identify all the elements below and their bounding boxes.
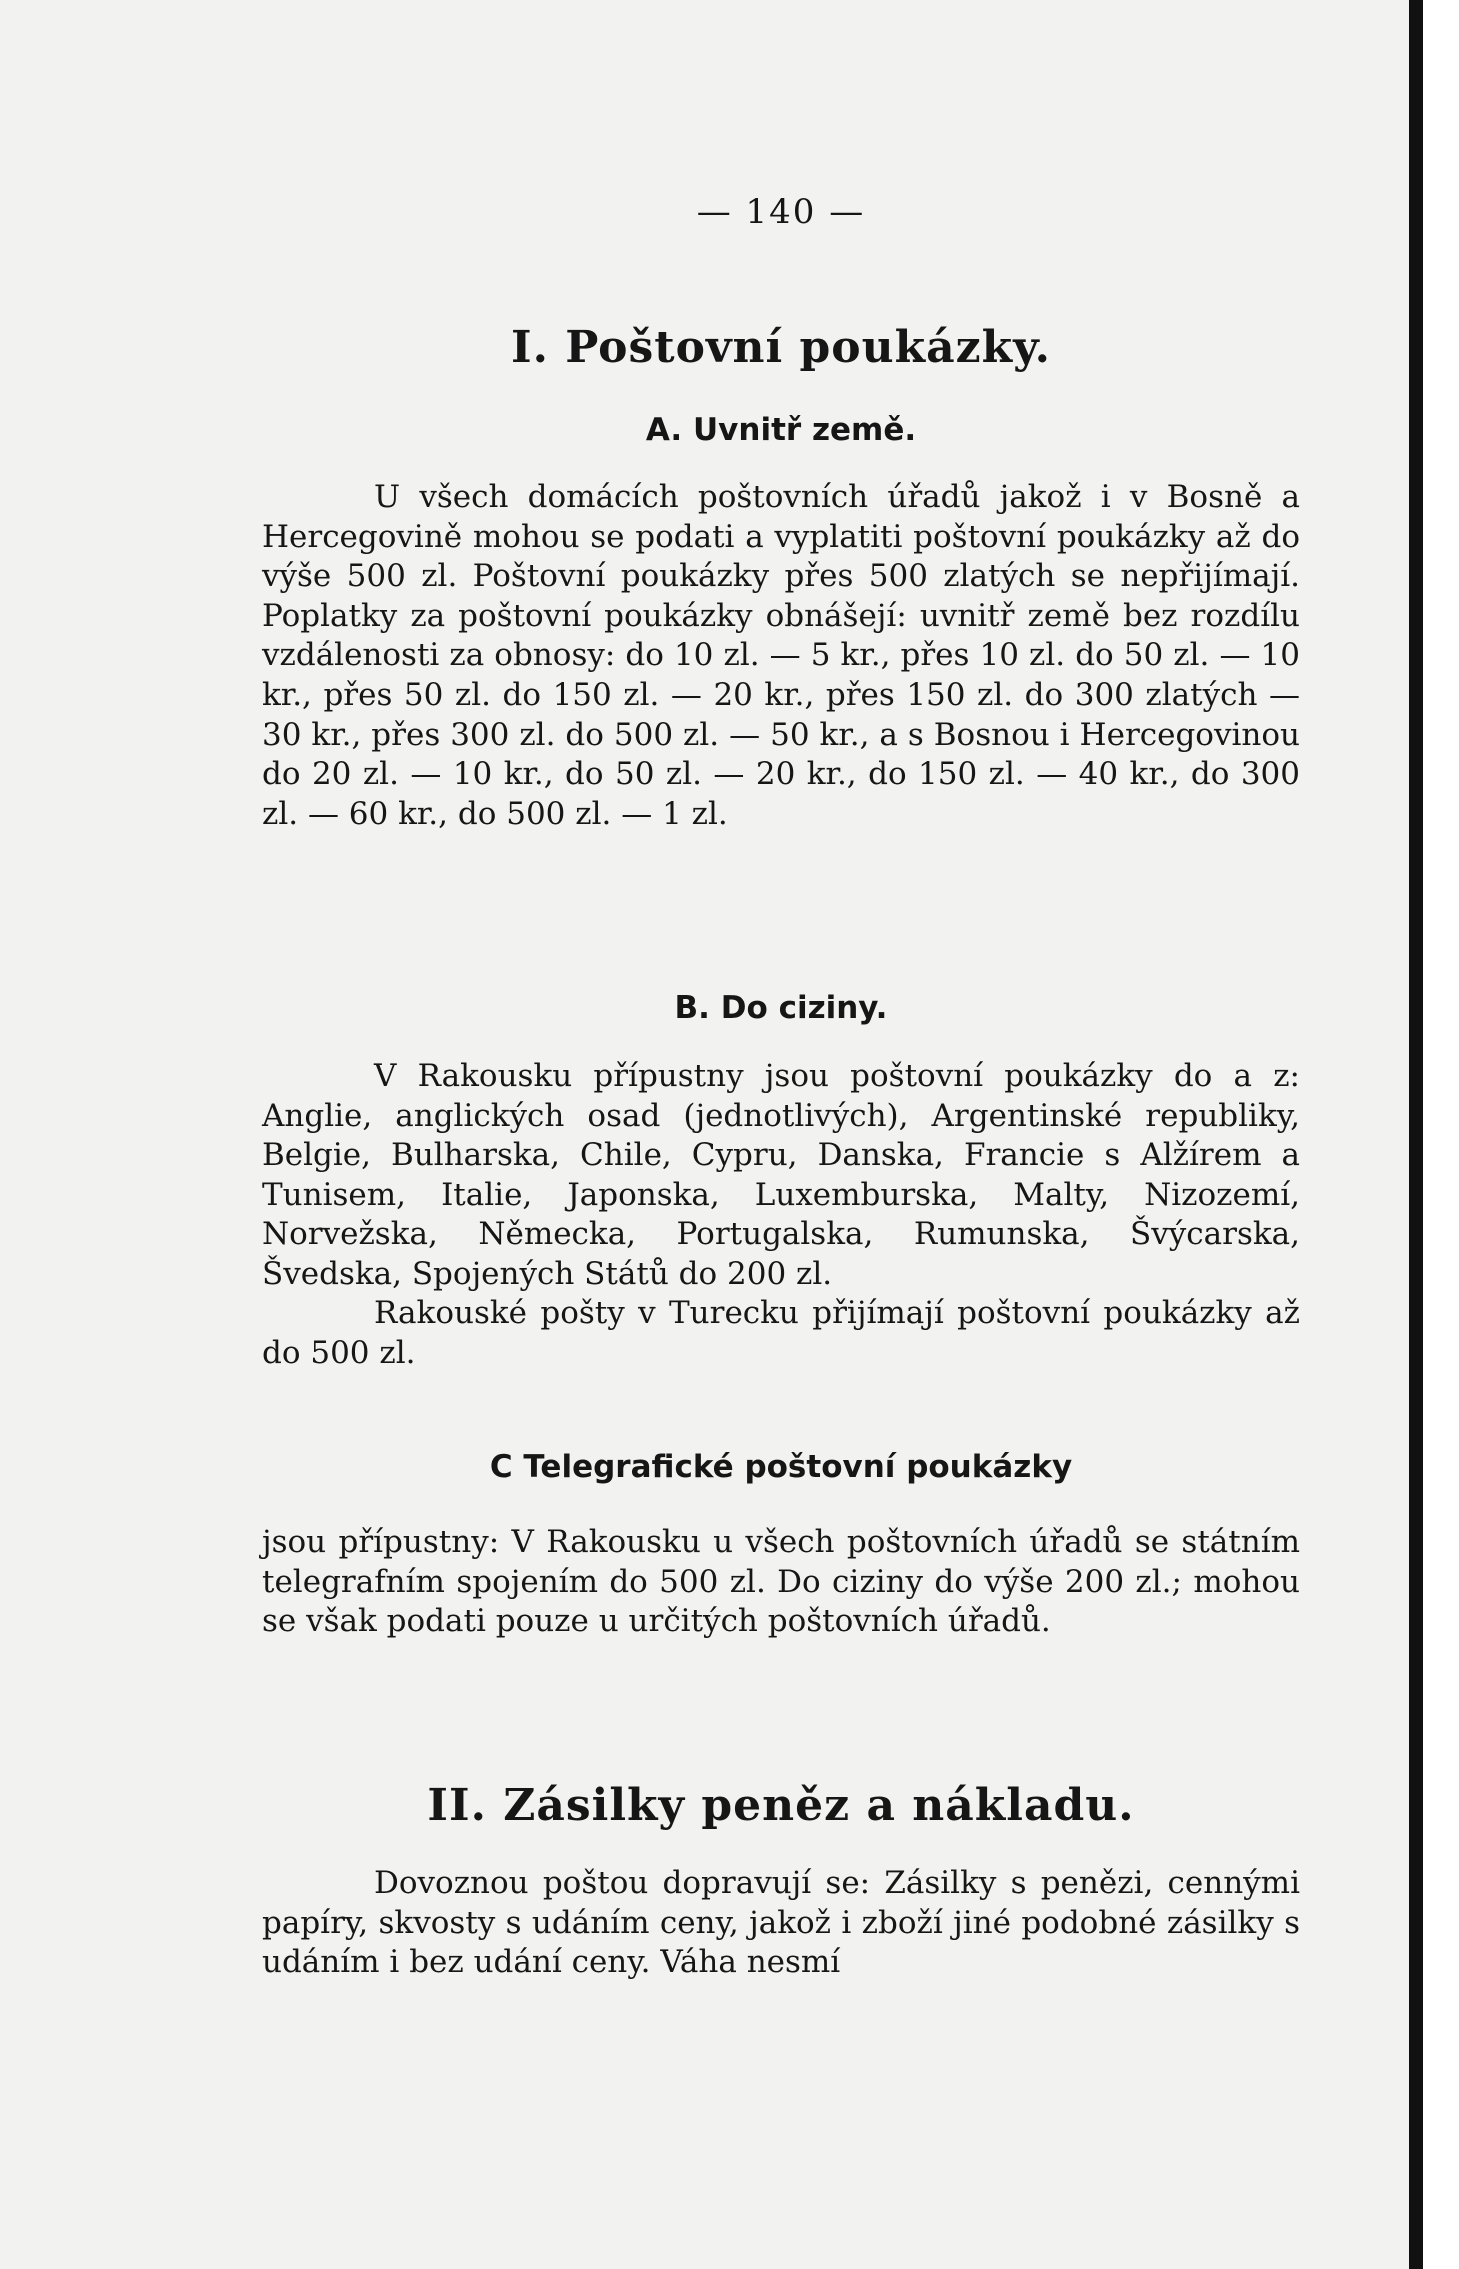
subsection-b-heading: B. Do ciziny. xyxy=(674,990,888,1026)
subsection-b-text-2: Rakouské pošty v Turecku přijímají poštovní poukázky až do 500 zl. xyxy=(262,1295,1300,1371)
subsection-c-text: jsou přípustny: V Rakousku u všech poštovních úřadů se státním telegrafním spojením do 500 zl. Do ciziny do výše 200 zl.; mohou se však podati pouze u určitých poštovních úřadů. xyxy=(262,1524,1300,1640)
page-number: — 140 — xyxy=(696,192,866,232)
section-2-text: Dovoznou poštou dopravují se: Zásilky s penězi, cennými papíry, skvosty s udáním ceny, jakož i zboží jiné podobné zásilky s udáním i bez udání ceny. Váha nesmí xyxy=(262,1865,1300,1981)
page-edge-margin xyxy=(1423,0,1459,2269)
subsection-b-text-1: V Rakousku přípustny jsou poštovní poukázky do a z: Anglie, anglických osad (jednotlivých), Argentinské republiky, Belgie, Bulharska, Chile, Cypru, Danska, Francie s Alžírem a Tunisem, Italie, Japonska, Luxemburska, Malty, Nizozemí, Norvežska, Německa, Portugalska, Rumunska, Švýcarska, Švedska, Spojených Států do 200 zl. xyxy=(262,1058,1300,1292)
subsection-c-heading: C Telegrafické poštovní poukázky xyxy=(489,1449,1073,1485)
section-1-heading: I. Poštovní poukázky. xyxy=(511,322,1051,373)
page-edge-shadow xyxy=(1409,0,1423,2269)
section-2-heading: II. Zásilky peněz a nákladu. xyxy=(427,1780,1135,1831)
subsection-a-text: U všech domácích poštovních úřadů jakož i v Bosně a Hercegovině mohou se podati a vyplatiti poštovní poukázky až do výše 500 zl. Poštovní poukázky přes 500 zlatých se nepřijímají. Poplatky za poštovní poukázky obnášejí: uvnitř země bez rozdílu vzdálenosti za obnosy: do 10 zl. — 5 kr., přes 10 zl. do 50 zl. — 10 kr., přes 50 zl. do 150 zl. — 20 kr., přes 150 zl. do 300 zlatých — 30 kr., přes 300 zl. do 500 zl. — 50 kr., a s Bosnou i Hercegovinou do 20 zl. — 10 kr., do 50 zl. — 20 kr., do 150 zl. — 40 kr., do 300 zl. — 60 kr., do 500 zl. — 1 zl. xyxy=(262,479,1300,832)
subsection-a-heading: A. Uvnitř země. xyxy=(645,412,917,448)
